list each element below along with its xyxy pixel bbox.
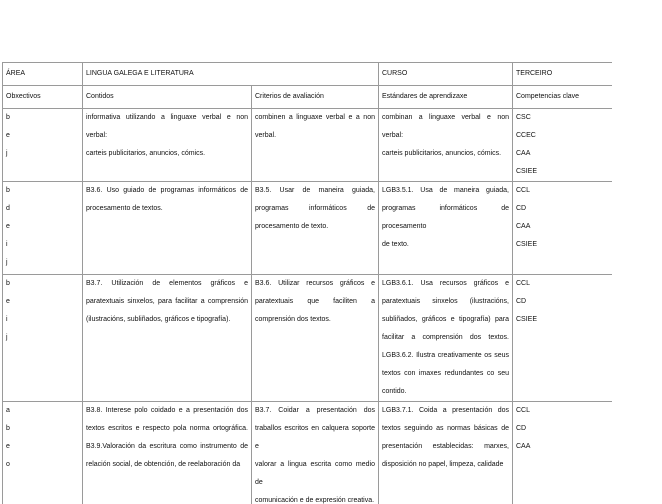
cell-line: combinen a linguaxe verbal e a non [255,114,375,121]
cell-line: textos con imaxes redundantes co seu [382,370,509,377]
cell-line: CSIEE [516,241,538,248]
contents-cell [83,182,252,275]
curriculum-sheet [2,62,612,504]
objectives-cell [3,275,83,402]
objectives-cell [3,402,83,504]
cell-line: paratextuais sinxelos, para facilitar a comprensión [86,298,248,305]
contents-cell [83,275,252,402]
cell-line: LGB3.7.1. Coida a presentación dos [382,407,509,414]
competencies-cell [513,402,613,504]
cell-line: LGB3.5.1. Usa de maneira guiada, [382,187,509,194]
cell-line: b [6,187,10,194]
cell-line: CAA [516,223,531,230]
cell-line: comunicación e de expresión creativa. [255,497,375,504]
cell-line: textos escritos e respecto pola norma ortográfica. [86,425,248,432]
cell-line: CCL [516,280,531,287]
cell-line: B3.5. Usar de maneira guiada, [255,187,375,194]
cell-line: j [6,259,8,266]
cell-line: subliñados, gráficos e tipografía) para [382,316,509,323]
column-header-contidos: Contidos [83,86,252,109]
cell-line: paratextuais sinxelos (ilustracións, [382,298,509,305]
cell-line: CCL [516,187,531,194]
table-row [3,275,613,402]
table-row [3,182,613,275]
column-header-row [3,86,613,109]
cell-line: B3.9.Valoración da escritura como instrumento de [86,443,248,450]
column-header-obxectivos: Obxectivos [3,86,83,109]
cell-line: LGB3.6.1. Usa recursos gráficos e [382,280,509,287]
curso-label: CURSO [379,63,513,86]
cell-line: CD [516,298,527,305]
cell-line: B3.8. Interese polo coidado e a presentación dos [86,407,248,414]
curso-value: TERCEIRO [513,63,613,86]
criteria-cell [252,402,379,504]
cell-line: CAA [516,443,531,450]
cell-line: CCEC [516,132,536,139]
competencies-cell [513,275,613,402]
cell-line: CSIEE [516,316,538,323]
cell-line: informativa utilizando a linguaxe verbal e non verbal: [86,114,248,139]
cell-line: j [6,150,8,157]
criteria-cell [252,275,379,402]
cell-line: carteis publicitarios, anuncios, cómics. [382,150,502,157]
cell-line: e [6,298,10,305]
cell-line: carteis publicitarios, anuncios, cómics. [86,150,206,157]
cell-line: B3.6. Uso guiado de programas informáticos de [86,187,248,194]
cell-line: LGB3.6.2. Ilustra creativamente os seus [382,352,509,359]
standards-cell [379,402,513,504]
criteria-cell [252,182,379,275]
cell-line: b [6,425,10,432]
cell-line: programas informáticos de [255,205,375,212]
cell-line: b [6,280,10,287]
cell-line: paratextuais que faciliten a [255,298,375,305]
cell-line: procesamento de textos. [86,205,163,212]
contents-cell [83,109,252,182]
cell-line: CAA [516,150,531,157]
cell-line: CSC [516,114,531,121]
cell-line: disposición no papel, limpeza, calidade [382,461,504,468]
table-row [3,109,613,182]
cell-line: CD [516,205,527,212]
cell-line: CCL [516,407,531,414]
area-label: ÁREA [3,63,83,86]
objectives-cell [3,109,83,182]
cell-line: programas informáticos de procesamento [382,205,509,230]
cell-line: b [6,114,10,121]
standards-cell [379,275,513,402]
cell-line: d [6,205,10,212]
area-row [3,63,613,86]
cell-line: B3.7. Coidar a presentación dos [255,407,375,414]
cell-line: i [6,316,8,323]
column-header-competencias: Competencias clave [513,86,613,109]
cell-line: CSIEE [516,168,538,175]
standards-cell [379,109,513,182]
cell-line: e [6,443,10,450]
cell-line: o [6,461,10,468]
competencies-cell [513,109,613,182]
area-value: LINGUA GALEGA E LITERATURA [83,63,379,86]
cell-line: j [6,334,8,341]
column-header-criterios: Criterios de avaliación [252,86,379,109]
cell-line: traballos escritos en calquera soporte e [255,425,375,450]
cell-line: B3.6. Utilizar recursos gráficos e [255,280,375,287]
criteria-cell [252,109,379,182]
cell-line: contido. [382,388,407,395]
cell-line: de texto. [382,241,409,248]
cell-line: textos seguindo as normas básicas de [382,425,509,432]
contents-cell [83,402,252,504]
cell-line: verbal. [255,132,277,139]
cell-line: (ilustracións, subliñados, gráficos e tipografía). [86,316,231,323]
cell-line: relación social, de obtención, de reelaboración da [86,461,241,468]
cell-line: valorar a lingua escrita como medio de [255,461,375,486]
cell-line: combinan a linguaxe verbal e non verbal: [382,114,509,139]
cell-line: CD [516,425,527,432]
column-header-estandares: Estándares de aprendizaxe [379,86,513,109]
cell-line: B3.7. Utilización de elementos gráficos e [86,280,248,287]
standards-cell [379,182,513,275]
cell-line: procesamento de texto. [255,223,329,230]
table-row [3,402,613,504]
objectives-cell [3,182,83,275]
cell-line: a [6,407,10,414]
competencies-cell [513,182,613,275]
cell-line: i [6,241,8,248]
cell-line: facilitar a comprensión dos textos. [382,334,509,341]
cell-line: presentación establecidas: marxes, [382,443,509,450]
cell-line: e [6,223,10,230]
cell-line: e [6,132,10,139]
curriculum-table [2,62,612,504]
cell-line: comprensión dos textos. [255,316,331,323]
